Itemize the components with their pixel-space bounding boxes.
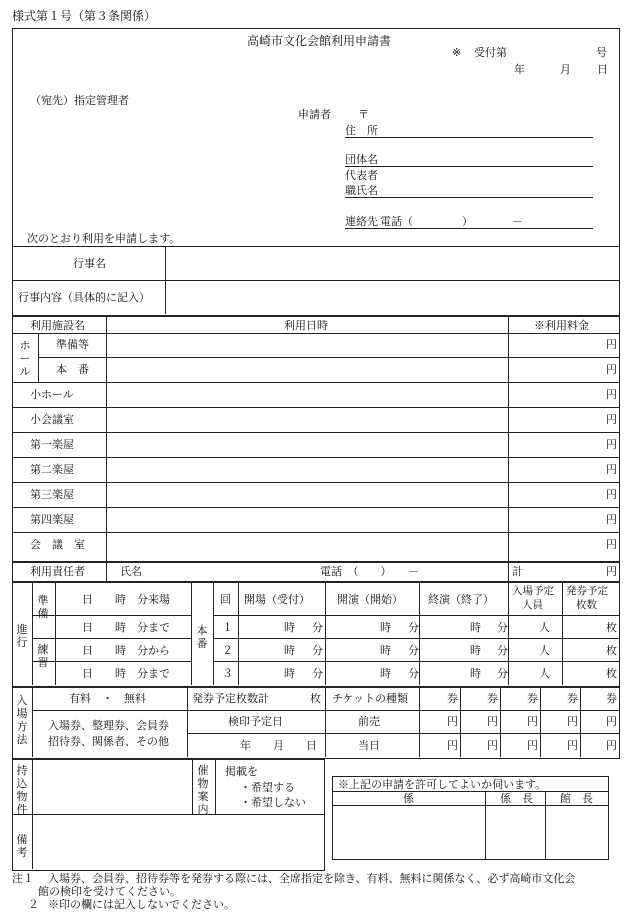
responsible-name-label: 氏名 bbox=[120, 565, 142, 578]
facility-row-dressing4: 第四楽屋 bbox=[30, 513, 74, 526]
prep-label: 準備 bbox=[37, 594, 49, 620]
hour-unit: 時 bbox=[284, 667, 295, 680]
representative-title-label: 職氏名 bbox=[345, 184, 378, 197]
col-facility: 利用施設名 bbox=[30, 319, 85, 332]
hour-unit: 時 bbox=[380, 667, 391, 680]
rehearsal-row-from: 日 時 分から bbox=[82, 644, 170, 657]
yen-unit: 円 bbox=[606, 463, 617, 476]
col-tickets-1: 発券予定 bbox=[566, 585, 608, 597]
yen-unit: 円 bbox=[606, 338, 617, 351]
col-fee: ※利用料金 bbox=[534, 319, 589, 332]
event-content-label: 行事内容（具体的に記入） bbox=[18, 291, 150, 304]
responsible-label: 利用責任者 bbox=[30, 565, 85, 578]
facility-table bbox=[12, 316, 620, 563]
postal-mark: 〒 bbox=[358, 108, 369, 121]
stamp-date-ymd: 年 月 日 bbox=[240, 739, 317, 752]
yen-unit: 円 bbox=[606, 488, 617, 501]
minute-unit: 分 bbox=[312, 667, 323, 680]
facility-row-small-meeting: 小会議室 bbox=[30, 413, 74, 426]
yen-unit: 円 bbox=[567, 739, 578, 752]
person-unit: 人 bbox=[539, 621, 550, 634]
note1-label: 注１ bbox=[12, 872, 34, 885]
staff-label: 係 bbox=[403, 792, 414, 805]
minute-unit: 分 bbox=[497, 667, 508, 680]
ticket-types-line2: 招待券、関係者、その他 bbox=[48, 735, 169, 748]
yen-unit: 円 bbox=[527, 739, 538, 752]
note1-line2: 館の検印を受けてください。 bbox=[38, 885, 181, 898]
yen-unit: 円 bbox=[606, 438, 617, 451]
no-wish-option: ・希望しない bbox=[240, 796, 306, 809]
ticket-unit: 券 bbox=[567, 692, 578, 705]
col-open: 開場（受付） bbox=[244, 593, 310, 606]
hour-unit: 時 bbox=[470, 667, 481, 680]
applicant-label: 申請者 bbox=[298, 108, 331, 121]
phone-dash: － bbox=[512, 215, 523, 228]
date-month: 月 bbox=[560, 63, 571, 76]
same-day-label: 当日 bbox=[358, 739, 380, 752]
sheet-unit: 枚 bbox=[606, 667, 617, 680]
chief-label: 係 長 bbox=[500, 792, 533, 805]
rehearsal-label: 練習 bbox=[37, 643, 49, 669]
sheet-unit: 枚 bbox=[606, 621, 617, 634]
group-name-line bbox=[345, 166, 593, 167]
facility-row-meeting: 会 議 室 bbox=[30, 538, 85, 551]
facility-row-dressing3: 第三楽屋 bbox=[30, 488, 74, 501]
col-attendance-1: 入場予定 bbox=[512, 585, 554, 597]
note2-label: ２ bbox=[28, 898, 39, 911]
ticket-unit: 券 bbox=[447, 692, 458, 705]
stamp-date-label: 検印予定日 bbox=[228, 715, 283, 728]
event-guide-label: 催物案内 bbox=[197, 764, 209, 816]
rehearsal-row-until: 日 時 分まで bbox=[82, 667, 170, 680]
hall-group-label: ホール bbox=[19, 339, 31, 378]
yen-unit: 円 bbox=[487, 739, 498, 752]
address-line bbox=[345, 137, 593, 138]
contact-line bbox=[345, 228, 593, 229]
col-attendance-2: 人員 bbox=[522, 599, 543, 611]
col-round: 回 bbox=[220, 593, 231, 606]
hour-unit: 時 bbox=[470, 644, 481, 657]
request-text: 次のとおり利用を申請します。 bbox=[27, 232, 181, 245]
yen-unit: 円 bbox=[606, 363, 617, 376]
col-tickets-2: 枚数 bbox=[576, 599, 597, 611]
prep-row-until: 日 時 分まで bbox=[82, 621, 170, 634]
total-label: 計 bbox=[512, 565, 523, 578]
hour-unit: 時 bbox=[380, 644, 391, 657]
addressee: （宛先）指定管理者 bbox=[30, 94, 129, 107]
event-name-label: 行事名 bbox=[73, 257, 106, 270]
yen-unit: 円 bbox=[606, 739, 617, 752]
facility-row-main: 本 番 bbox=[56, 363, 89, 376]
facility-row-dressing2: 第二楽屋 bbox=[30, 463, 74, 476]
hour-unit: 時 bbox=[380, 621, 391, 634]
advance-label: 前売 bbox=[358, 715, 380, 728]
round-2: ２ bbox=[222, 644, 233, 657]
minute-unit: 分 bbox=[497, 621, 508, 634]
carry-in-label: 持込物件 bbox=[16, 764, 28, 816]
listing-label: 掲載を bbox=[225, 765, 258, 778]
minute-unit: 分 bbox=[312, 644, 323, 657]
hour-unit: 時 bbox=[284, 644, 295, 657]
yen-unit: 円 bbox=[527, 715, 538, 728]
representative-label: 代表者 bbox=[345, 169, 378, 182]
ticket-types-line1: 入場券、整理券、会員券 bbox=[48, 719, 169, 732]
planned-total-sheet: 枚 bbox=[310, 692, 321, 705]
prep-row-arrive: 日 時 分来場 bbox=[82, 593, 170, 606]
yen-unit: 円 bbox=[606, 715, 617, 728]
responsible-row bbox=[12, 561, 620, 583]
date-day: 日 bbox=[597, 63, 608, 76]
person-unit: 人 bbox=[539, 667, 550, 680]
contact-label: 連絡先 bbox=[345, 215, 378, 228]
total-yen: 円 bbox=[606, 565, 617, 578]
approval-text: ※上記の申請を許可してよいか伺います。 bbox=[338, 778, 547, 791]
yen-unit: 円 bbox=[606, 513, 617, 526]
phone-close: ） bbox=[462, 215, 473, 228]
address-label: 住 所 bbox=[345, 124, 378, 137]
facility-row-prep: 準備等 bbox=[56, 338, 89, 351]
main-performance-label: 本番 bbox=[196, 624, 208, 650]
minute-unit: 分 bbox=[312, 621, 323, 634]
paid-free: 有料 ・ 無料 bbox=[69, 692, 146, 705]
minute-unit: 分 bbox=[408, 667, 419, 680]
responsible-phone-label: 電話 （ ） － bbox=[320, 565, 419, 578]
person-unit: 人 bbox=[539, 644, 550, 657]
ticket-unit: 券 bbox=[606, 692, 617, 705]
col-end: 終演（終了） bbox=[428, 593, 494, 606]
yen-unit: 円 bbox=[447, 715, 458, 728]
form-title: 高崎市文化会館利用申請書 bbox=[247, 34, 392, 48]
receipt-label: 受付第 bbox=[474, 46, 507, 59]
yen-unit: 円 bbox=[606, 413, 617, 426]
facility-row-dressing1: 第一楽屋 bbox=[30, 438, 74, 451]
ticket-kind-label: チケットの種類 bbox=[332, 692, 409, 705]
carry-in-remarks-box bbox=[12, 759, 325, 871]
hour-unit: 時 bbox=[470, 621, 481, 634]
note2-text: ※印の欄には記入しないでください。 bbox=[48, 898, 235, 911]
wish-option: ・希望する bbox=[240, 781, 295, 794]
col-date: 利用日時 bbox=[284, 319, 328, 332]
round-1: １ bbox=[222, 621, 233, 634]
facility-row-small-hall: 小ホール bbox=[30, 388, 74, 401]
remarks-label: 備考 bbox=[16, 833, 28, 859]
yen-unit: 円 bbox=[487, 715, 498, 728]
receipt-suffix: 号 bbox=[596, 46, 607, 59]
phone-label: 電話（ bbox=[380, 215, 413, 228]
receipt-mark: ※ bbox=[452, 46, 462, 59]
ticket-unit: 券 bbox=[487, 692, 498, 705]
planned-total-label: 発券予定枚数計 bbox=[192, 692, 269, 705]
yen-unit: 円 bbox=[447, 739, 458, 752]
yen-unit: 円 bbox=[567, 715, 578, 728]
note1-line1: 入場券、会員券、招待券等を発券する際には、全席指定を除き、有料、無料に関係なく、必ず高崎市文化会 bbox=[48, 872, 576, 885]
progress-group-label: 進行 bbox=[16, 623, 28, 649]
date-year: 年 bbox=[514, 63, 525, 76]
round-3: ３ bbox=[222, 667, 233, 680]
minute-unit: 分 bbox=[408, 644, 419, 657]
minute-unit: 分 bbox=[497, 644, 508, 657]
col-start: 開演（開始） bbox=[337, 593, 403, 606]
representative-line bbox=[345, 197, 593, 198]
hour-unit: 時 bbox=[284, 621, 295, 634]
group-name-label: 団体名 bbox=[345, 153, 378, 166]
director-label: 館 長 bbox=[560, 792, 593, 805]
ticket-unit: 券 bbox=[527, 692, 538, 705]
sheet-unit: 枚 bbox=[606, 644, 617, 657]
yen-unit: 円 bbox=[606, 388, 617, 401]
minute-unit: 分 bbox=[408, 621, 419, 634]
admission-group-label: 入場方法 bbox=[16, 694, 28, 746]
form-number: 様式第１号（第３条関係） bbox=[12, 9, 157, 23]
yen-unit: 円 bbox=[606, 538, 617, 551]
